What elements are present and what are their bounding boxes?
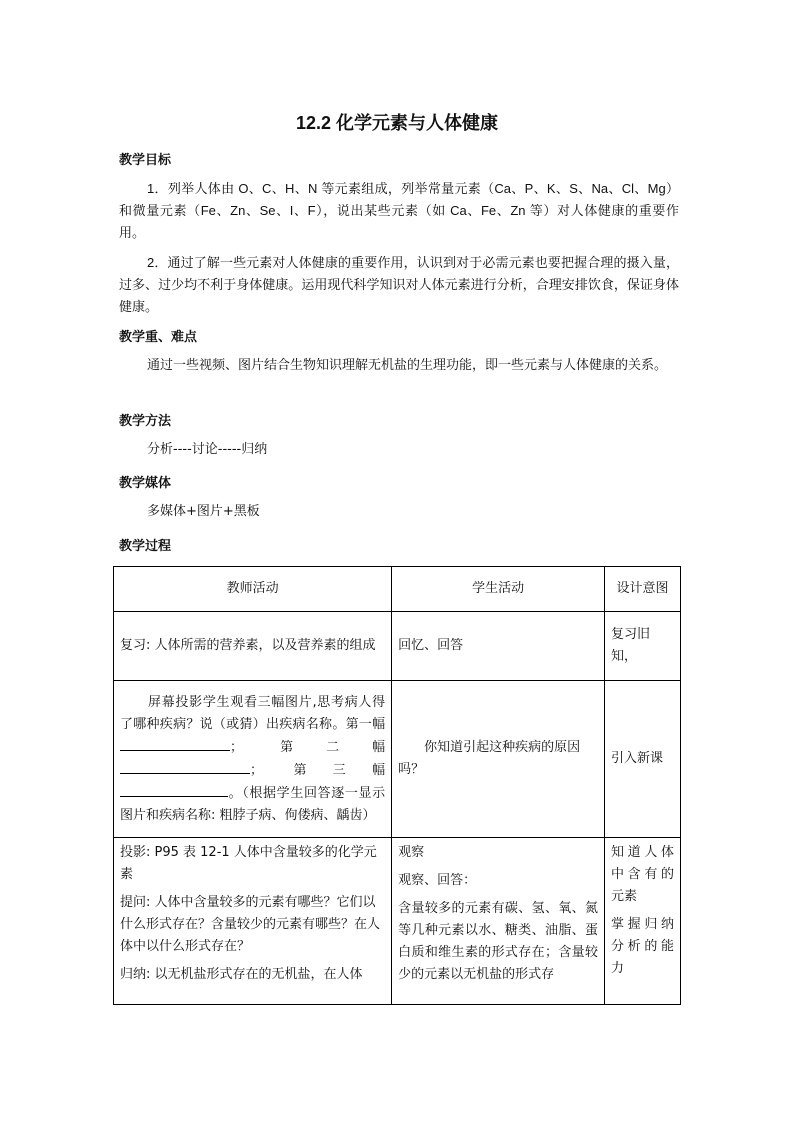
cell-student-recall: 回忆、回答	[392, 612, 605, 681]
key-points-paragraph: 通过一些视频、图片结合生物知识理解无机盐的生理功能，即一些元素与人体健康的关系。	[147, 358, 668, 373]
teacher-summary-text: 归纳: 以无机盐形式存在的无机盐，在人体	[120, 967, 363, 982]
header-teacher-activity: 教师活动	[114, 567, 392, 612]
table-row	[114, 838, 681, 1005]
separator-third: ； 第三幅	[250, 762, 386, 778]
cell-teacher-elements	[114, 838, 392, 1005]
objectives-paragraph-1: 1．列举人体由 O、C、H、N 等元素组成，列举常量元素（Ca、P、K、S、Na、Cl、Mg）和微量元素（Fe、Zn、Se、I、F），说出某些元素（如 Ca、Fe、Zn 等）对人体健康的重要作用。	[119, 181, 679, 240]
images-prompt-text: 屏幕投影学生观看三幅图片,思考病人得了哪种疾病？说（或猜）出疾病名称。第一幅	[120, 694, 386, 732]
student-question-text: 你知道引起这种疾病的原因吗？	[398, 740, 581, 777]
student-answer-label: 观察、回答：	[398, 873, 477, 888]
media-paragraph: 多媒体+图片+黑板	[147, 504, 260, 519]
blank-third-image	[120, 782, 228, 797]
cell-teacher-review: 复习: 人体所需的营养素，以及营养素的组成	[114, 612, 392, 681]
heading-method: 教学方法	[119, 414, 172, 429]
blank-first-image	[120, 736, 230, 751]
heading-media: 教学媒体	[119, 476, 172, 491]
teacher-question-text: 提问: 人体中含量较多的元素有哪些？它们以什么形式存在？含量较少的元素有哪些？在人体中以什么形式存在？	[120, 895, 381, 954]
cell-intent-elements	[605, 838, 681, 1005]
intent-know-elements: 知道人体中含有的元素	[611, 845, 674, 904]
teacher-projection-text: 投影: P95 表 12-1 人体中含量较多的化学元素	[120, 845, 377, 882]
cell-student-observe	[392, 838, 605, 1005]
teaching-process-table	[113, 566, 681, 1005]
student-answer-text: 含量较多的元素有碳、氢、氧、氮等几种元素以水、糖类、油脂、蛋白质和维生素的形式存在；含量较少的元素以无机盐的形式存	[398, 901, 599, 982]
student-observe-text: 观察	[398, 845, 425, 860]
intent-summarize-ability: 掌握归纳分析的能力	[611, 917, 674, 976]
cell-intent-intro: 引入新课	[605, 681, 681, 838]
heading-objectives: 教学目标	[119, 153, 172, 168]
header-student-activity: 学生活动	[392, 567, 605, 612]
header-design-intent: 设计意图	[605, 567, 681, 612]
separator-second: ； 第二幅	[230, 739, 386, 755]
cell-student-question	[392, 681, 605, 838]
page-title: 12.2 化学元素与人体健康	[295, 113, 499, 133]
table-header-row	[114, 567, 681, 612]
cell-teacher-images	[114, 681, 392, 838]
blank-second-image	[120, 759, 250, 774]
method-paragraph: 分析----讨论-----归纳	[147, 442, 268, 457]
cell-intent-review: 复习旧知，	[605, 612, 681, 681]
images-answer-text: 。（根据学生回答逐一显示图片和疾病名称: 粗脖子病、佝偻病、龋齿）	[120, 785, 386, 823]
table-row	[114, 612, 681, 681]
objectives-paragraph-2: 2．通过了解一些元素对人体健康的重要作用，认识到对于必需元素也要把握合理的摄入量，过多、过少均不利于身体健康。运用现代科学知识对人体元素进行分析，合理安排饮食，保证身体健康。	[119, 255, 679, 314]
heading-process: 教学过程	[119, 539, 172, 554]
heading-key-points: 教学重、难点	[119, 330, 198, 345]
table-row	[114, 681, 681, 838]
